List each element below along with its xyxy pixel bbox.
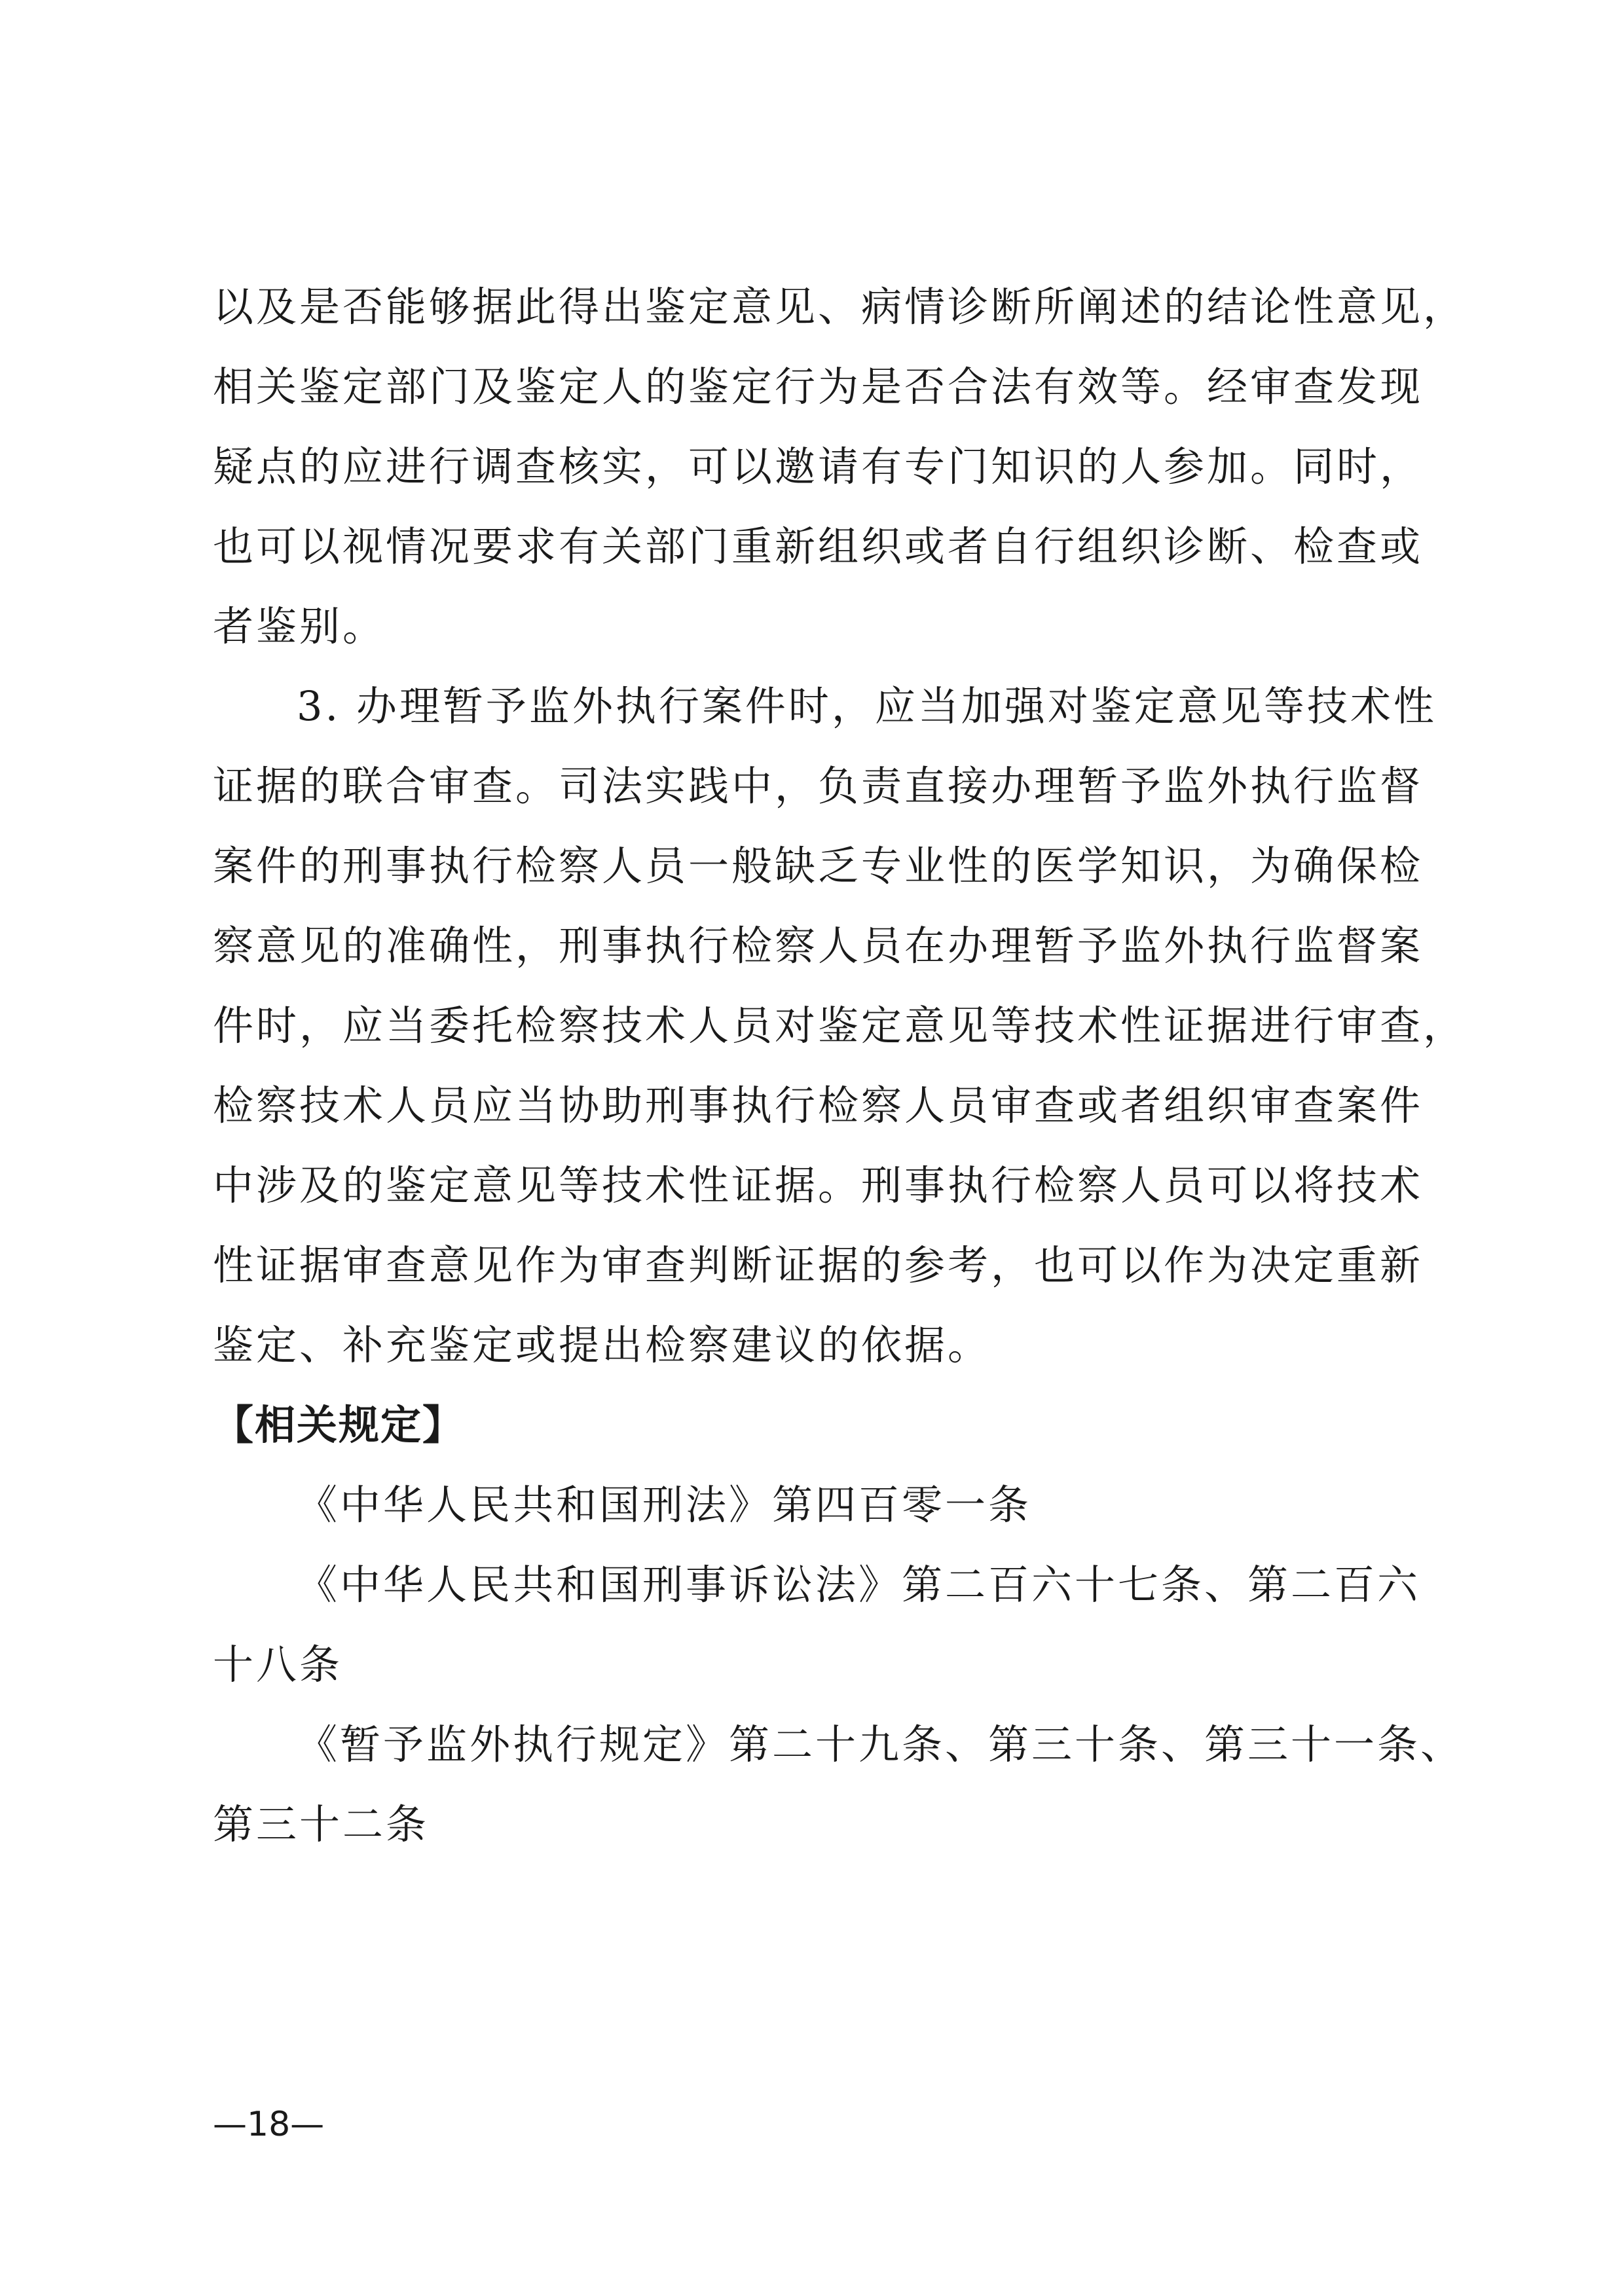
paragraph-line: 案件的刑事执行检察人员一般缺乏专业性的医学知识，为确保检 <box>213 842 1424 890</box>
paragraph-line: 鉴定、补充鉴定或提出检察建议的依据。 <box>213 1321 991 1369</box>
regulation-citation: 第三十二条 <box>213 1800 430 1848</box>
paragraph-line: 疑点的应进行调查核实，可以邀请有专门知识的人参加。同时， <box>213 443 1424 490</box>
paragraph-line: 也可以视情况要求有关部门重新组织或者自行组织诊断、检查或 <box>213 522 1424 570</box>
body-text <box>213 267 1467 1865</box>
page-number: —18— <box>213 2105 325 2144</box>
paragraph-line: 件时，应当委托检察技术人员对鉴定意见等技术性证据进行审查， <box>213 1002 1467 1049</box>
paragraph-line: 证据的联合审查。司法实践中，负责直接办理暂予监外执行监督 <box>213 762 1424 810</box>
regulation-citation: 《中华人民共和国刑法》第四百零一条 <box>297 1481 1032 1529</box>
regulation-citation: 《中华人民共和国刑事诉讼法》第二百六十七条、第二百六 <box>297 1561 1421 1609</box>
paragraph-line: 3. 办理暂予监外执行案件时，应当加强对鉴定意见等技术性 <box>297 682 1437 730</box>
paragraph-line: 性证据审查意见作为审查判断证据的参考，也可以作为决定重新 <box>213 1241 1424 1289</box>
paragraph-line: 者鉴别。 <box>213 602 386 650</box>
paragraph-line: 以及是否能够据此得出鉴定意见、病情诊断所阐述的结论性意见， <box>213 283 1467 331</box>
paragraph-line: 相关鉴定部门及鉴定人的鉴定行为是否合法有效等。经审查发现 <box>213 363 1424 410</box>
regulation-citation: 十八条 <box>213 1641 343 1688</box>
paragraph-line: 中涉及的鉴定意见等技术性证据。刑事执行检察人员可以将技术 <box>213 1161 1424 1209</box>
regulation-citation: 《暂予监外执行规定》第二十九条、第三十条、第三十一条、 <box>297 1721 1464 1768</box>
paragraph-line: 检察技术人员应当协助刑事执行检察人员审查或者组织审查案件 <box>213 1082 1424 1129</box>
section-heading: 【相关规定】 <box>213 1401 465 1449</box>
paragraph-line: 察意见的准确性，刑事执行检察人员在办理暂予监外执行监督案 <box>213 922 1424 970</box>
